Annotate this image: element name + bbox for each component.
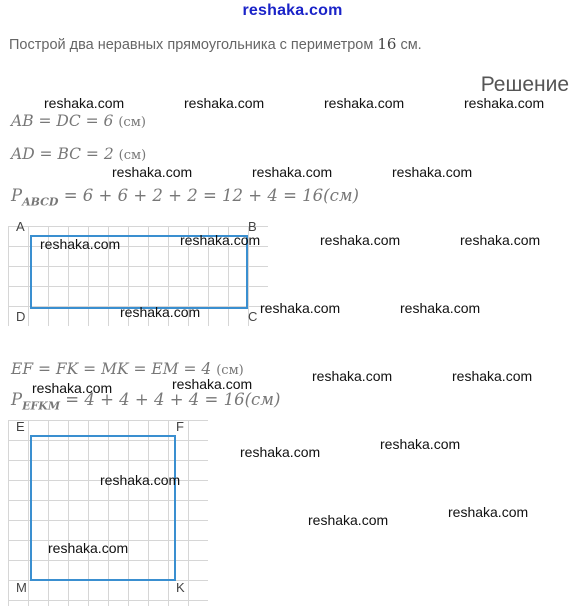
equation-ab-dc xyxy=(11,112,146,130)
equation-ef-text: EF = FK = MK = EM = 4 xyxy=(11,360,212,378)
perimeter-subscript: ABCD xyxy=(22,195,59,209)
perimeter-abcd-sum: = 6 + 6 + 2 + 2 = 12 + 4 = 16(см) xyxy=(58,186,359,205)
task-text xyxy=(9,35,422,53)
watermark: reshaka.com xyxy=(100,472,181,488)
unit-cm: (см) xyxy=(118,115,146,130)
watermark: reshaka.com xyxy=(308,512,389,528)
equation-ab-dc-text: AB = DC = 6 xyxy=(11,112,114,130)
watermark: reshaka.com xyxy=(464,95,545,111)
watermark: reshaka.com xyxy=(380,436,461,452)
vertex-m: M xyxy=(16,580,27,595)
watermark: reshaka.com xyxy=(392,164,473,180)
vertex-b: B xyxy=(248,219,257,234)
unit-cm: (см) xyxy=(118,148,147,163)
watermark: reshaka.com xyxy=(48,540,129,556)
task-text-after: см. xyxy=(396,37,422,53)
watermark: reshaka.com xyxy=(452,368,533,384)
watermark: reshaka.com xyxy=(184,95,265,111)
watermark: reshaka.com xyxy=(324,95,405,111)
vertex-e: E xyxy=(16,419,25,434)
equation-perimeter-abcd xyxy=(11,186,359,208)
vertex-a: A xyxy=(16,219,25,234)
grid-lines xyxy=(8,420,208,606)
watermark: reshaka.com xyxy=(400,300,481,316)
watermark: reshaka.com xyxy=(120,304,201,320)
watermark: reshaka.com xyxy=(240,444,321,460)
perimeter-subscript: EFKM xyxy=(22,399,61,413)
watermark: reshaka.com xyxy=(44,95,125,111)
equation-ad-bc xyxy=(11,145,146,163)
watermark: reshaka.com xyxy=(460,232,541,248)
watermark: reshaka.com xyxy=(172,376,253,392)
watermark: reshaka.com xyxy=(260,300,341,316)
watermark: reshaka.com xyxy=(112,164,193,180)
site-title[interactable]: reshaka.com xyxy=(242,2,343,19)
watermark: reshaka.com xyxy=(320,232,401,248)
watermark: reshaka.com xyxy=(312,368,393,384)
vertex-f: F xyxy=(176,419,184,434)
grid-efkm xyxy=(8,420,208,606)
task-text-before: Построй два неравных прямоугольника с периметром xyxy=(9,37,378,53)
vertex-c: C xyxy=(248,309,258,324)
vertex-k: K xyxy=(176,580,185,595)
solution-heading: Решение xyxy=(480,73,569,96)
equation-ad-bc-text: AD = BC = 2 xyxy=(11,145,114,163)
watermark: reshaka.com xyxy=(40,236,121,252)
rectangle-efkm xyxy=(31,436,175,580)
vertex-d: D xyxy=(16,309,26,324)
watermark: reshaka.com xyxy=(448,504,529,520)
perimeter-symbol: P xyxy=(11,390,23,409)
watermark: reshaka.com xyxy=(180,232,261,248)
task-number: 16 xyxy=(377,35,397,53)
unit-cm: (см) xyxy=(216,363,244,378)
perimeter-symbol: P xyxy=(11,186,23,205)
watermark: reshaka.com xyxy=(32,380,113,396)
watermark: reshaka.com xyxy=(252,164,333,180)
perimeter-efkm-sum: = 4 + 4 + 4 + 4 = 16(см) xyxy=(60,390,281,409)
